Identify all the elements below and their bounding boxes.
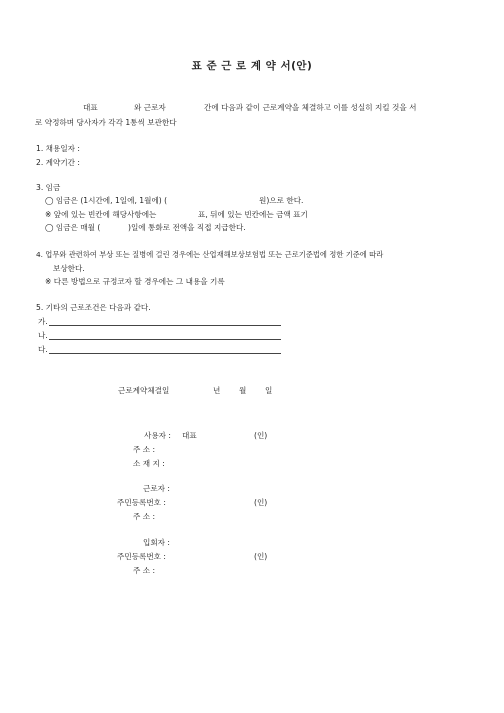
signing-year-label: 년 — [213, 386, 221, 395]
payday-text-a: ◯ 임금은 매월 ( — [45, 223, 101, 232]
employer-location-label: 소 재 지 : — [133, 459, 165, 468]
employer-seal: (인) — [254, 431, 268, 440]
other-conditions-heading: 5. 기타의 근로조건은 다음과 같다. — [36, 303, 151, 312]
hire-date-label: 1. 채용일자 : — [36, 144, 80, 153]
other-condition-c-label: 다. — [38, 345, 48, 354]
employer-representative: 대표 — [182, 431, 197, 440]
worker-seal: (인) — [254, 498, 268, 507]
signing-date-label: 근로계약체결일 — [118, 386, 170, 395]
witness-seal: (인) — [254, 552, 268, 561]
injury-note: ※ 다른 방법으로 규정코자 할 경우에는 그 내용을 기록 — [45, 277, 225, 286]
intro-text: 간에 다음과 같이 근로계약을 체결하고 이를 성실히 지킬 것을 서 — [204, 103, 417, 112]
wage-note-a: ※ 앞에 있는 빈칸에 해당사항에는 — [45, 210, 157, 219]
injury-compensation-text-2: 보상한다. — [53, 264, 85, 273]
other-condition-a-line[interactable] — [49, 325, 281, 326]
employer-address-label: 주 소 : — [133, 445, 156, 454]
contract-period-label: 2. 계약기간 : — [36, 158, 80, 167]
employer-label: 사용자 : — [144, 431, 171, 440]
intro-representative: 대표 — [83, 103, 98, 112]
document-title: 표 준 근 로 계 약 서(안) — [191, 60, 313, 72]
other-condition-c-line[interactable] — [49, 353, 281, 354]
other-condition-a-label: 가. — [38, 317, 48, 326]
signing-month-label: 월 — [239, 386, 247, 395]
wage-rate-tail: 원)으로 한다. — [259, 196, 304, 205]
worker-address-label: 주 소 : — [133, 512, 156, 521]
witness-id-label: 주민등록번호 : — [117, 552, 166, 561]
witness-address-label: 주 소 : — [133, 566, 156, 575]
wage-heading: 3. 임금 — [36, 183, 61, 192]
wage-rate-text: ◯ 임금은 (1시간에, 1일에, 1월에) ( — [45, 196, 168, 205]
intro-text-line2: 로 약정하며 당사자가 각각 1통씩 보관한다 — [35, 118, 177, 127]
wage-note-b: 표, 뒤에 있는 빈칸에는 금액 표기 — [198, 210, 308, 219]
worker-label: 근로자 : — [143, 484, 170, 493]
payday-text-b: )일에 통화로 전액을 직접 지급한다. — [128, 223, 246, 232]
witness-label: 입회자 : — [143, 538, 170, 547]
other-condition-b-line[interactable] — [49, 339, 281, 340]
worker-id-label: 주민등록번호 : — [117, 498, 166, 507]
intro-worker: 와 근로자 — [134, 103, 166, 112]
other-condition-b-label: 나. — [38, 331, 48, 340]
signing-day-label: 일 — [265, 386, 273, 395]
injury-compensation-text: 4. 업무와 관련하여 부상 또는 질병에 걸린 경우에는 산업재해보상보험법 또는 근로기준법에 정한 기준에 따라 — [36, 250, 384, 259]
